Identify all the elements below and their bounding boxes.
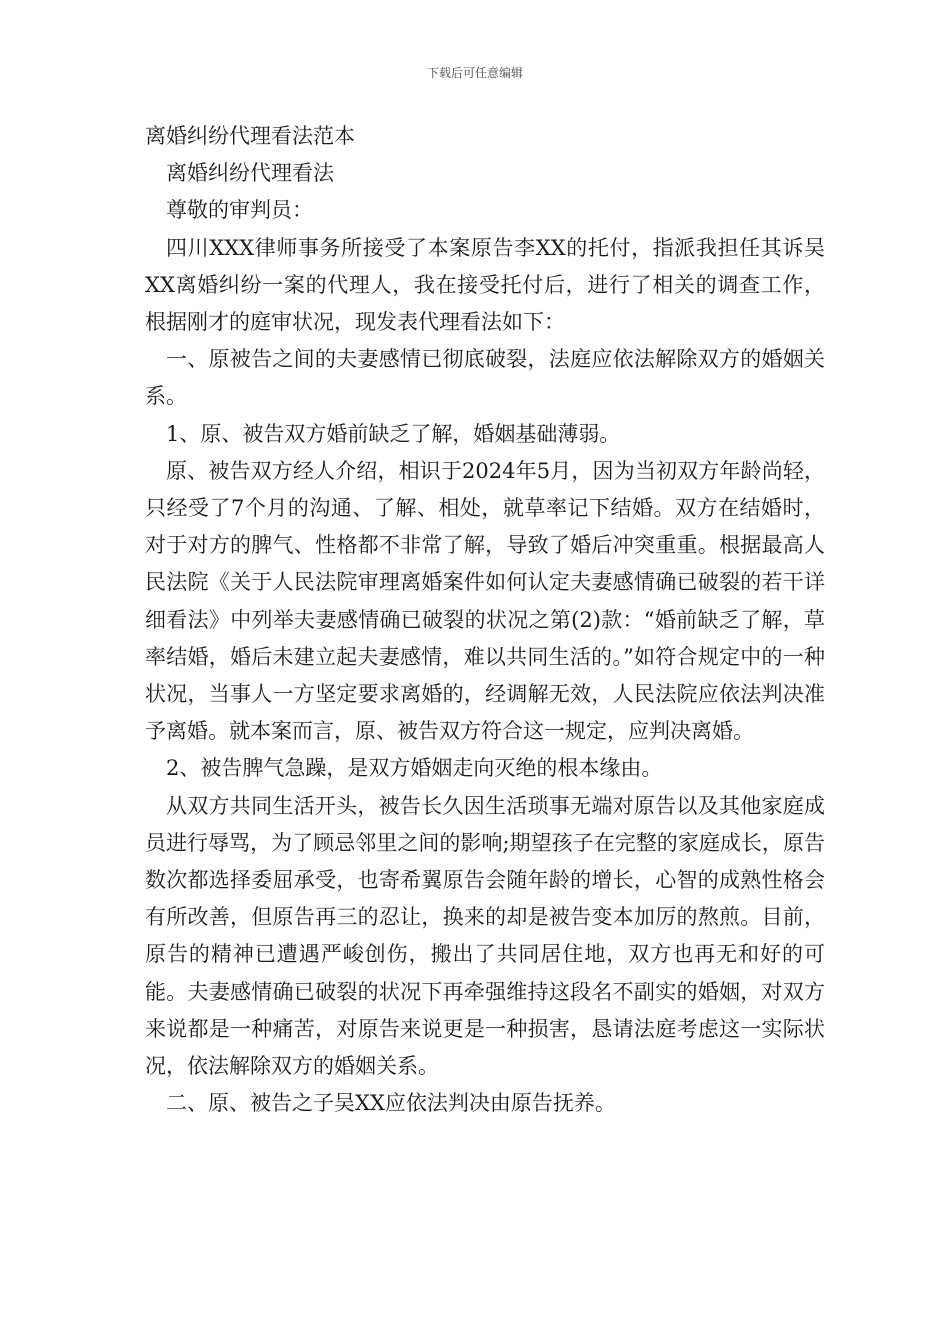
paragraph-section-1: 一、原被告之间的夫妻感情已彻底破裂，法庭应依法解除双方的婚姻关系。 [145,347,825,409]
salutation: 尊敬的审判员： [166,198,313,223]
paragraph-point-1: 1、原、被告双方婚前缺乏了解，婚姻基础薄弱。 [166,421,621,446]
paragraph-point-1-body: 原、被告双方经人介绍，相识于2024年5月，因为当初双方年龄尚轻，只经受了7个月的沟通、了解、相处，就草率记下结婚。双方在结婚时，对于对方的脾气、性格都不非常了解，导致了婚后冲突重重。根据最高人民法院《关于人民法院审理离婚案件如何认定夫妻感情确已破裂的若干详细看法》中列举夫妻感情确已破裂的状况之第(2)款：“婚前缺乏了解，草率结婚，婚后未建立起夫妻感情，难以共同生活的。”如符合规定中的一种状况，当事人一方坚定要求离婚的，经调解无效，人民法院应依法判决准予离婚。就本案而言，原、被告双方符合这一规定，应判决离婚。 [145,458,825,744]
document-body [145,118,825,1122]
document-title: 离婚纠纷代理看法范本 [145,124,355,148]
paragraph-intro: 四川XXX律师事务所接受了本案原告李XX的托付，指派我担任其诉吴XX离婚纠纷一案的代理人，我在接受托付后，进行了相关的调查工作，根据刚才的庭审状况，现发表代理看法如下： [145,235,825,335]
paragraph-point-2: 2、被告脾气急躁，是双方婚姻走向灭绝的根本缘由。 [166,756,663,781]
paragraph-point-2-body: 从双方共同生活开头，被告长久因生活琐事无端对原告以及其他家庭成员进行辱骂，为了顾忌邻里之间的影响;期望孩子在完整的家庭成长，原告数次都选择委屈承受，也寄希翼原告会随年龄的增长，心智的成熟性格会有所改善，但原告再三的忍让，换来的却是被告变本加厉的熬煎。目前，原告的精神已遭遇严峻创伤，搬出了共同居住地，双方也再无和好的可能。夫妻感情确已破裂的状况下再牵强维持这段名不副实的婚姻，对双方来说都是一种痛苦，对原告来说更是一种损害，恳请法庭考虑这一实际状况，依法解除双方的婚姻关系。 [145,793,825,1079]
document-subtitle: 离婚纠纷代理看法 [166,161,334,186]
paragraph-section-2: 二、原、被告之子吴XX应依法判决由原告抚养。 [166,1091,616,1116]
page-header: 下载后可任意编辑 [426,66,523,80]
